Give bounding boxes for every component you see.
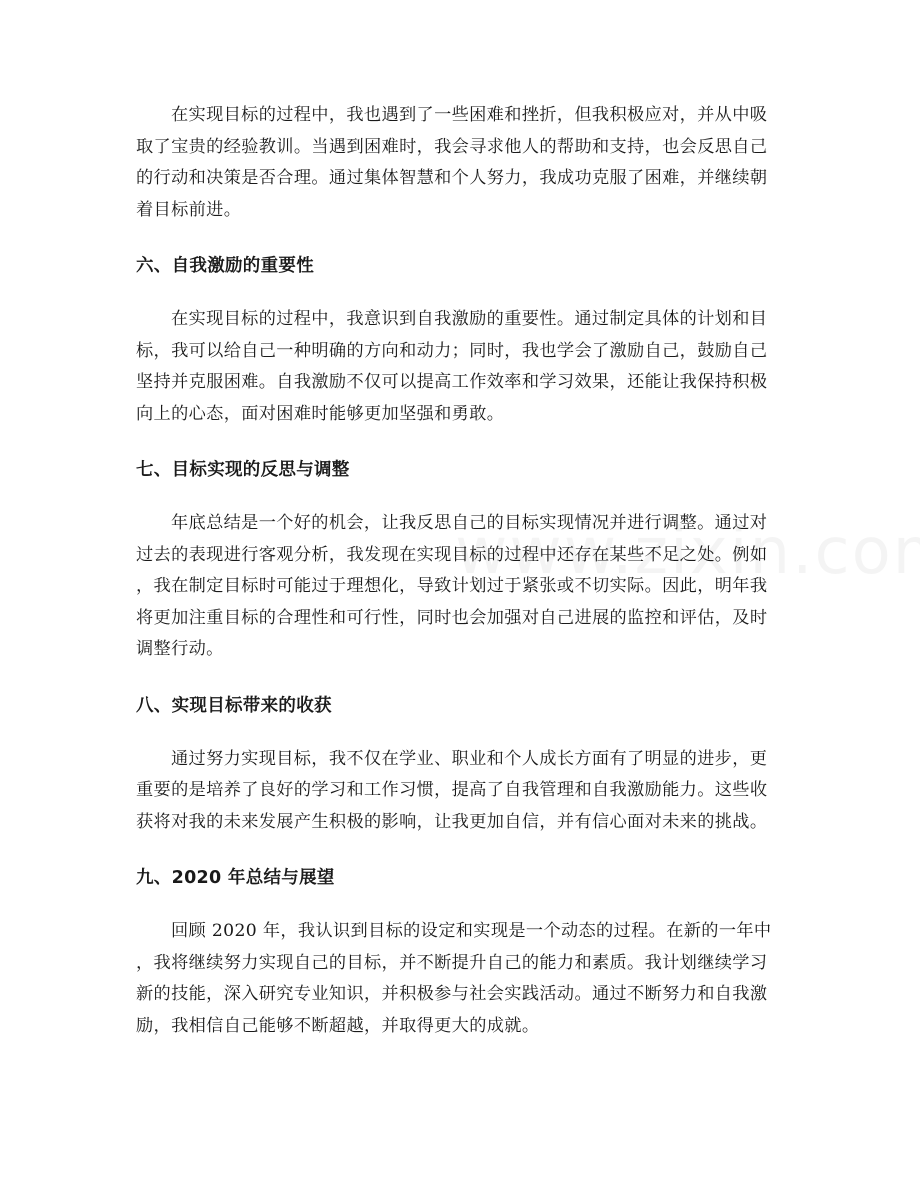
section-heading-6: 六、自我激励的重要性 <box>136 256 314 276</box>
paragraph-line: 向上的心态，面对困难时能够更加坚强和勇敢。 <box>136 403 505 424</box>
paragraph-reflection <box>136 508 788 666</box>
paragraph-line: 坚持并克服困难。自我激励不仅可以提高工作效率和学习效果，还能让我保持积极 <box>136 372 768 392</box>
paragraph-line: 取了宝贵的经验教训。当遇到困难时，我会寻求他人的帮助和支持，也会反思自己 <box>136 136 768 157</box>
paragraph-line: 的行动和决策是否合理。通过集体智慧和个人努力，我成功克服了困难，并继续朝 <box>136 168 768 188</box>
section-heading-8: 八、实现目标带来的收获 <box>136 695 332 716</box>
document-body <box>136 100 788 1042</box>
paragraph-line: 获将对我的未来发展产生积极的影响，让我更加自信，并有信心面对未来的挑战。 <box>136 811 768 832</box>
paragraph-line: ，我将继续努力实现自己的目标，并不断提升自己的能力和素质。我计划继续学习 <box>136 952 768 973</box>
paragraph-line: 在实现目标的过程中，我意识到自我激励的重要性。通过制定具体的计划和目 <box>171 309 768 329</box>
paragraph-line: 通过努力实现目标，我不仅在学业、职业和个人成长方面有了明显的进步，更 <box>171 748 768 769</box>
paragraph-self-motivation <box>136 304 788 430</box>
paragraph-line: 标，我可以给自己一种明确的方向和动力；同时，我也学会了激励自己，鼓励自己 <box>136 340 768 361</box>
paragraph-gains <box>136 744 788 839</box>
section-heading-7: 七、目标实现的反思与调整 <box>136 460 350 480</box>
paragraph-line: 年底总结是一个好的机会，让我反思自己的目标实现情况并进行调整。通过对 <box>171 513 768 533</box>
paragraph-line: 回顾 2020 年，我认识到目标的设定和实现是一个动态的过程。在新的一年中 <box>171 921 772 941</box>
paragraph-line: ，我在制定目标时可能过于理想化，导致计划过于紧张或不切实际。因此，明年我 <box>136 576 768 596</box>
paragraph-line: 在实现目标的过程中，我也遇到了一些困难和挫折，但我积极应对，并从中吸 <box>171 105 768 125</box>
paragraph-line: 重要的是培养了良好的学习和工作习惯，提高了自我管理和自我激励能力。这些收 <box>136 780 768 800</box>
paragraph-line: 将更加注重目标的合理性和可行性，同时也会加强对自己进展的监控和评估，及时 <box>136 607 768 628</box>
paragraph-outlook <box>136 916 788 1042</box>
paragraph-line: 励，我相信自己能够不断超越，并取得更大的成就。 <box>136 1015 540 1036</box>
paragraph-overcoming-difficulties <box>136 100 788 226</box>
paragraph-line: 过去的表现进行客观分析，我发现在实现目标的过程中还存在某些不足之处。例如 <box>136 544 768 565</box>
paragraph-line: 新的技能，深入研究专业知识，并积极参与社会实践活动。通过不断努力和自我激 <box>136 984 768 1004</box>
paragraph-line: 着目标前进。 <box>136 199 242 220</box>
section-heading-9: 九、2020 年总结与展望 <box>136 868 335 888</box>
paragraph-line: 调整行动。 <box>136 639 224 659</box>
